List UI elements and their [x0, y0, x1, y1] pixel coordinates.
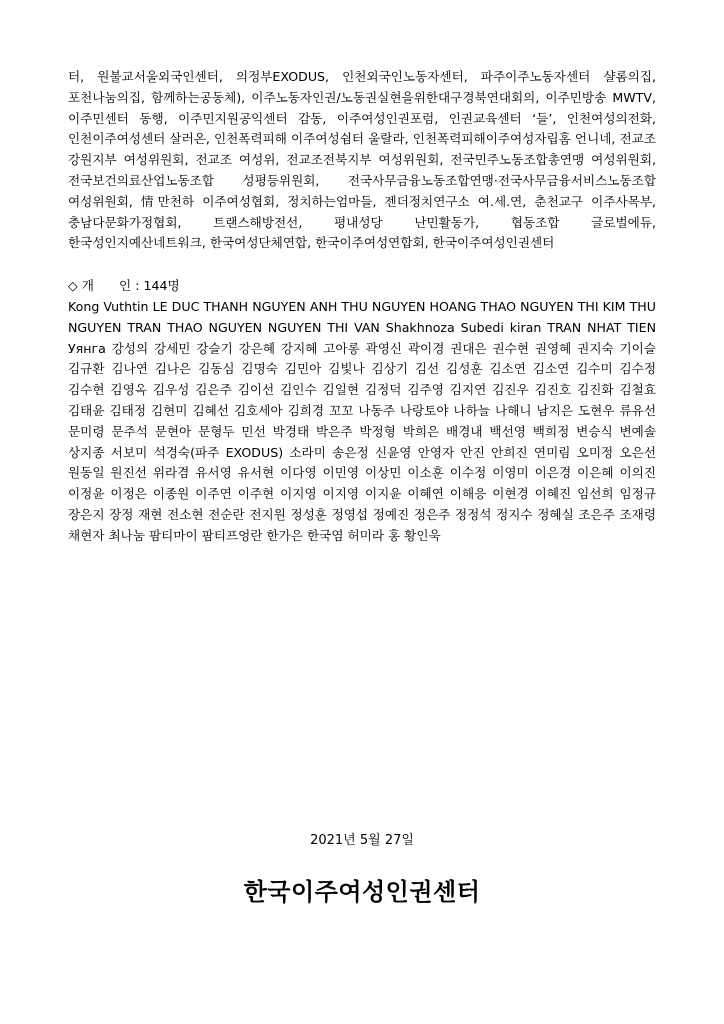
issuing-organization-name: 한국이주여성인권센터	[243, 877, 481, 906]
individuals-heading: ◇ 개 인 : 144명	[68, 278, 180, 294]
organizations-list-continued: 터, 원불교서울외국인센터, 의정부EXODUS, 인천외국인노동자센터, 파주이주노동자센터 샬롬의집, 포천나눔의집, 함께하는공동체), 이주노동자인권/노동권실현을위한대구경북연대회의, 이주민방송 MWTV, 이주민센터 동행, 이주민지원공익센터 감동, 이주여성인권포럼, 인권교육센터 ‘들’, 인천여성의전화, 인천이주여성센터 살러온, 인천폭력피해 이주여성쉼터 울랄라, 인천폭력피해이주여성자립홈 언니네, 전교조 강원지부 여성위원회, 전교조 여성위, 전교조전북지부 여성위원회, 전국민주노동조합총연맹 여성위원회, 전국보건의료산업노동조합 성평등위원회, 전국사무금융노동조합연맹·전국사무금융서비스노동조합 여성위원회, 情만천하 이주여성협회, 정치하는엄마들, 젠더정치연구소 여.세.연, 춘천교구 이주사목부, 충남다문화가정협회, 트랜스해방전선, 평내성당 난민활동가, 협동조합 글로벌에듀, 한국성인지예산네트워크, 한국여성단체연합, 한국이주여성연합회, 한국이주여성인권센터	[68, 69, 656, 251]
document-date: 2021년 5월 27일	[310, 833, 414, 848]
individuals-list: Kong Vuthtin LE DUC THANH NGUYEN ANH THU NGUYEN HOANG THAO NGUYEN THI KIM THU NGUYEN TRAN THAO NGUYEN NGUYEN THI VAN Shakhnoza Subedi kiran TRAN NHAT TIEN Уянга 강성의 강세민 강슬기 강은혜 강지혜 고아롱 곽영신 곽이경 권대은 권수현 권영혜 권지숙 기이슬 김규환 김나연 김나은 김동심 김명숙 김민아 김빛나 김상기 김선 김성훈 김소연 김소연 김수미 김수정 김수현 김영옥 김우성 김은주 김이선 김인수 김일현 김정덕 김주영 김지연 김진우 김진호 김진화 김철효 김태윤 김태정 김현미 김혜선 김호세아 김희경 꼬꼬 나동주 나랑토야 나하늘 나해니 남지은 도현우 류유선 문미령 문주석 문현아 문형두 민선 박경태 박은주 박정형 박희은 배경내 백선영 백희정 변승식 변예솔 상지종 서보미 석경숙(파주 EXODUS) 소라미 송은정 신윤영 안영자 안진 안희진 연미림 오미정 오은선 원동일 원진선 위라겸 유서영 유서현 이다영 이민영 이상민 이소훈 이수정 이영미 이은경 이은혜 이의진 이정윤 이정은 이종원 이주연 이주현 이지영 이지영 이지윤 이혜연 이해응 이현경 이혜진 임선희 임정규 장은지 장정 재현 전소현 전순란 전지원 정성훈 정영섭 정예진 정은주 정정석 정지수 정혜실 조은주 조재령 채현자 최나눔 팜티마이 팜티프엉란 한가은 한국염 허미라 홍 황인욱	[68, 298, 656, 543]
